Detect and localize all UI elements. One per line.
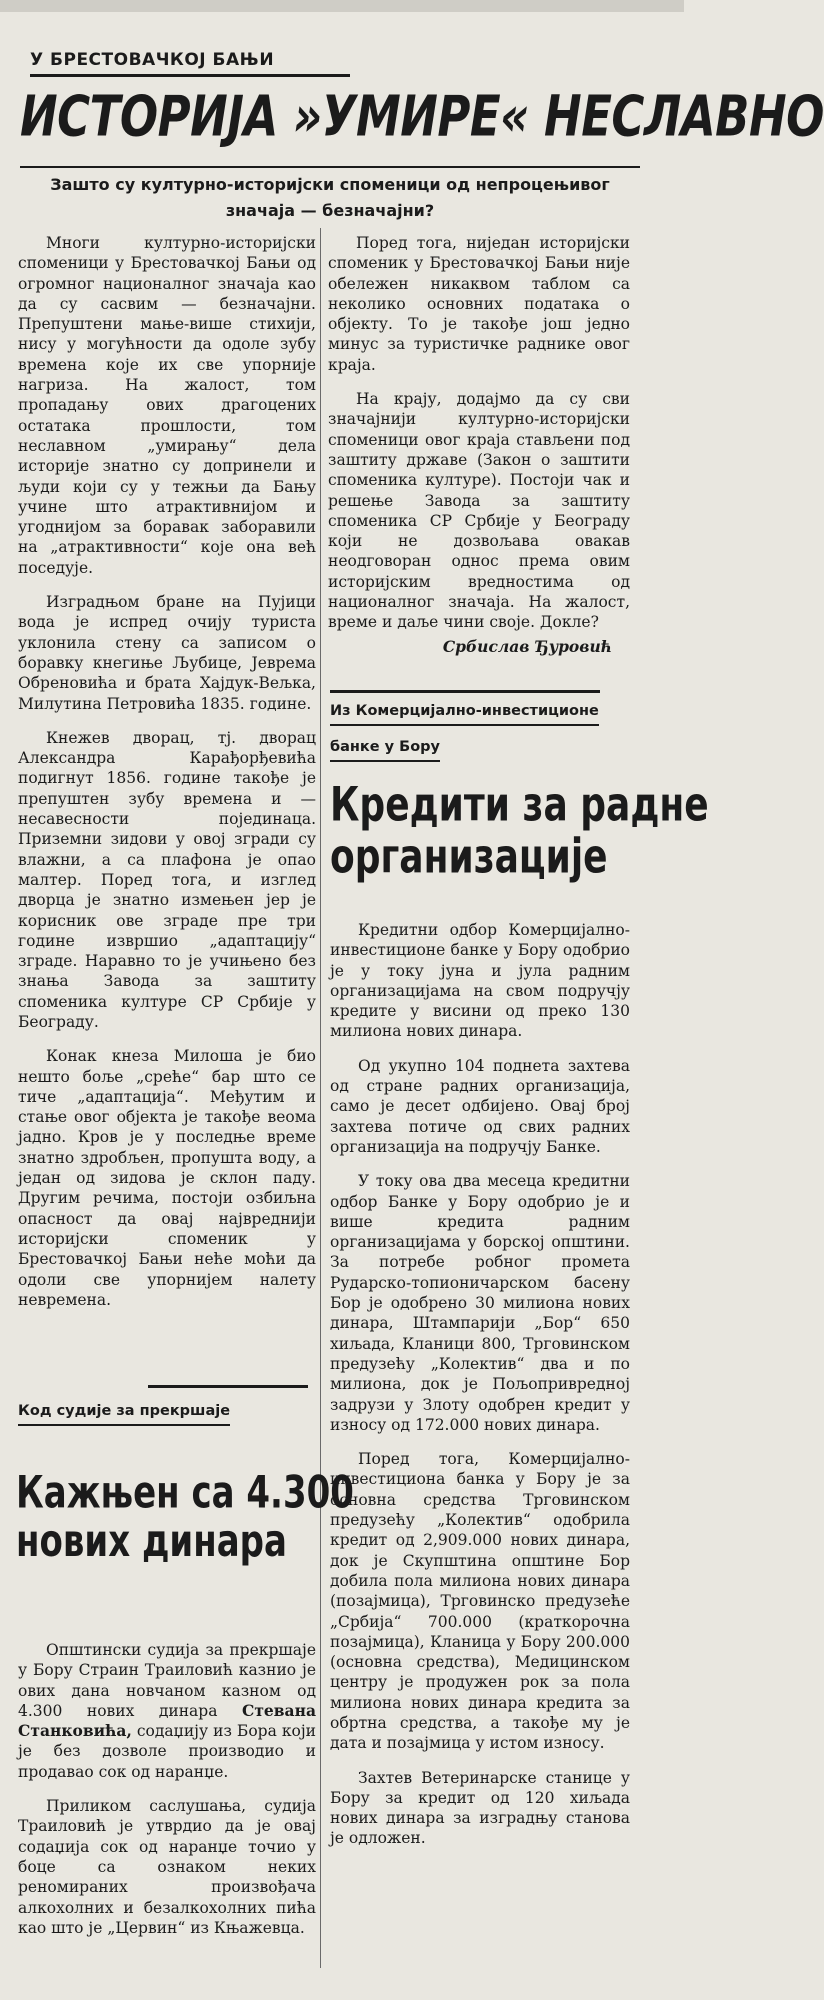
article3-paragraph: Општински судија за прекршаје у Бору Страин Траиловић казнио је ових дана новчаном казном од 4.300 нових динара Стевана Станковића, содаџију из Бора који је без дозволе производио и продавао сок од наранџе. bbox=[18, 1641, 316, 1781]
article1-paragraph: На крају, додајмо да су сви значајнији културно-историјски споменици овог краја стављени под заштиту државе (Закон о заштити споменика културе). Постоји чак и решење Завода за заштиту споменика СР Србије у Београду који не дозвољава овакав неодговоран однос према овим историјским вредностима од националног значаја. На жалост, време и даље чини своје. Докле? bbox=[328, 390, 630, 632]
article1-paragraph: Поред тога, ниједан историјски споменик у Брестовачкој Бањи није обележен никаквом таблом са неколико основних података о објекту. То је такође још једно минус за туристичке раднике овог краја. bbox=[328, 234, 630, 374]
article2-body bbox=[330, 920, 630, 1863]
section-rule bbox=[330, 690, 600, 693]
article2-paragraph: Захтев Ветеринарске станице у Бору за кредит од 120 хиљада нових динара за изградњу станова је одложен. bbox=[330, 1768, 630, 1848]
right-column bbox=[328, 233, 630, 657]
person-name: Стевана Станковића, bbox=[18, 1700, 316, 1741]
article3-body bbox=[18, 1640, 316, 1952]
column-divider bbox=[320, 228, 321, 1968]
article2-kicker: Из Комерцијално-инвестиционе банке у Бору bbox=[330, 700, 599, 762]
article1-paragraph: Кнежев дворац, тј. дворац Александра Карађорђевића подигнут 1856. године такође је препуштен зубу времена и — несавесности појединаца. Приземни зидови у овој згради су влажни, а са плафона је опао малтер. Поред тога, и изглед дворца је знатно измењен јер је корисник ове зграде пре три године извршио „адаптацију“ зграде. Наравно то је учињено без знања Завода за заштиту споменика културе СР Србије у Београду. bbox=[18, 728, 316, 1031]
article1-paragraph: Изградњом бране на Пујици вода је испред очију туриста уклонила стену са записом о боравку кнегиње Љубице, Јеврема Обреновића и брата Хајдук-Вељка, Милутина Петровића 1835. године. bbox=[18, 593, 316, 713]
article3-headline: Кажњен са 4.300 нових динара bbox=[16, 1467, 354, 1569]
article2-paragraph: Кредитни одбор Комерцијално-инвестиционе банке у Бору одобрио је у току јуна и јула радним организацијама на свом подручју кредите у висини од преко 130 милиона нових динара. bbox=[330, 921, 630, 1041]
subheadline: Зашто су културно-историјски споменици од непроцењивог значаја — безначајни? bbox=[50, 175, 610, 220]
article2-paragraph: У току ова два месеца кредитни одбор Банке у Бору одобрио је и више кредита радним организацијама у борској општини. За потребе робног промета Рударско-топионичарском басену Бор је одобрено 30 милиона нових динара, Штампарији „Бор“ 650 хиљада, Кланици 800, Трговинском предузећу „Колектив“ два и по милиона, док је Пољопривредној задрузи у Злоту одобрен кредит у износу од 172.000 нових динара. bbox=[330, 1172, 630, 1434]
left-column bbox=[18, 233, 316, 1324]
scan-edge bbox=[0, 0, 684, 12]
article2-paragraph: Поред тога, Комерцијално-инвестициона банка у Бору је за основна средства Трговинском предузећу „Колектив“ одобрила кредит од 2,909.000 нових динара, док је Скупштина општине Бор добила пола милиона нових динара (позајмица), Трговинско предузеће „Србија“ 700.000 (краткорочна позајмица), Кланица у Бору 200.000 (основна средства), Медицинском центру је продужен рок за пола милиона нових динара кредита за обртна средства, а такође му је дата и позајмица у истом износу. bbox=[330, 1450, 630, 1753]
article2-headline: Кредити за радне организације bbox=[330, 778, 709, 884]
main-headline: ИСТОРИЈА »УМИРЕ« НЕСЛАВНО bbox=[20, 83, 824, 150]
section-rule bbox=[148, 1385, 308, 1388]
article3-kicker: Код судије за прекршаје bbox=[18, 1400, 230, 1426]
article2-paragraph: Од укупно 104 поднета захтева од стране радних организација, само је десет одбијено. Овај број захтева потиче од свих радних организација на подручју Банке. bbox=[330, 1056, 630, 1156]
author-signature: Србислав Ђуровић bbox=[442, 636, 612, 656]
article3-paragraph: Приликом саслушања, судија Траиловић је утврдио да је овај содаџија сок од наранџе точио у боце са ознаком неких реномираних произвођача алкохолних и безалкохолних пића као што је „Цервин“ из Књажевца. bbox=[18, 1797, 316, 1937]
article1-paragraph: Конак кнеза Милоша је био нешто боље „среће“ бар што се тиче „адаптација“. Међутим и стање овог објекта је такође веома јадно. Кров је у последње време знатно здробљен, пропушта воду, а један од зидова је склон паду. Другим речима, постоји озбиљна опасност да овај највреднији историјски споменик у Брестовачкој Бањи неће моћи да одоли све упорнијем налету невремена. bbox=[18, 1047, 316, 1309]
article-kicker: У БРЕСТОВАЧКОЈ БАЊИ bbox=[30, 50, 350, 77]
article1-paragraph: Многи културно-историјски споменици у Брестовачкој Бањи од огромног националног значаја као да су сасвим — безначајни. Препуштени мање-више стихији, нису у могућности да одоле зубу времена које их све упорније нагриза. На жалост, том пропадању ових драгоцених остатака прошлости, том неславном „умирању“ дела историје знатно су допринели и људи који су у тежњи да Бању учине што атрактивнијом и угоднијом за боравак заборавили на „атрактивности“ које она већ поседује. bbox=[18, 234, 316, 577]
headline-rule bbox=[20, 166, 640, 168]
